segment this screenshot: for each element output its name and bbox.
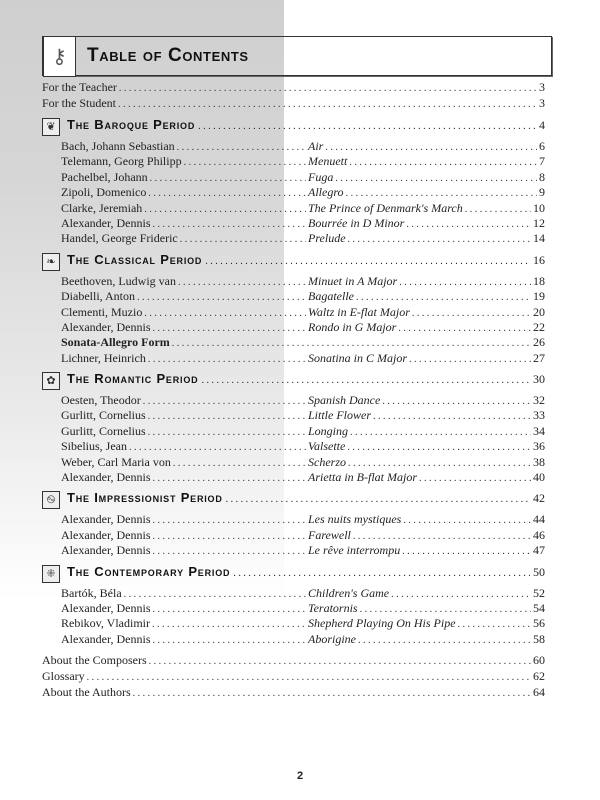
entry-label: About the Authors [42,685,131,700]
dot-leader [153,513,307,528]
dot-leader [184,155,306,170]
piece-title: Aborigine [308,631,356,646]
composer-name: Lichner, Heinrich [61,350,146,365]
toc-entry[interactable] [42,393,545,408]
entry-page: 20 [533,304,545,319]
entry-page: 18 [533,273,545,288]
entry-page: 33 [533,408,545,423]
piece-title: Menuett [308,154,348,169]
entry-page: 14 [533,231,545,246]
toc-entry[interactable] [42,586,545,601]
piece-title: Farewell [308,527,351,542]
toc-entry[interactable] [42,512,545,527]
composer-column [61,216,308,232]
composer-name: Rebikov, Vladimir [61,616,150,631]
section-page: 16 [533,252,545,267]
toc-entry[interactable] [42,274,545,289]
toc-entry[interactable] [42,601,545,616]
piece-title: Rondo in G Major [308,319,397,334]
dot-leader [180,232,306,247]
entry-page: 64 [533,685,545,700]
dot-leader [149,654,531,669]
composer-name: Beethoven, Ludwig van [61,273,176,288]
toc-entry[interactable] [42,185,545,200]
toc-entry[interactable] [42,170,545,185]
piece-title: Prelude [308,231,346,246]
section-header[interactable] [42,371,545,391]
dot-leader [233,568,530,579]
dot-leader [356,290,531,305]
dot-leader [153,321,307,336]
composer-column [61,185,308,201]
entry-page: 34 [533,423,545,438]
piece-title: Scherzo [308,454,346,469]
composer-name: Weber, Carl Maria von [61,454,171,469]
toc-entry[interactable] [42,616,545,631]
dot-leader [137,290,306,305]
composer-column [61,470,308,486]
keys-icon: ⚷ [43,36,76,77]
piece-title: Air [308,139,324,153]
composer-column [61,408,308,424]
toc-entry[interactable] [42,632,545,647]
page-number: 2 [296,770,304,782]
dot-leader [360,602,531,617]
composer-name: Gurlitt, Cornelius [61,408,146,423]
dot-leader [153,633,307,648]
piece-title: Le rêve interrompu [308,543,401,558]
dot-leader [201,375,530,386]
entry-page: 32 [533,393,545,408]
composer-name: Alexander, Dennis [61,631,151,646]
dot-leader [382,394,531,409]
section-page: 42 [533,491,545,506]
toc-entry[interactable] [42,289,545,304]
dot-leader [403,513,531,528]
dot-leader [119,81,537,96]
toc-entry[interactable] [42,424,545,439]
dot-leader [177,140,306,155]
entry-label: For the Teacher [42,80,117,94]
composer-column [61,201,308,217]
composer-name: Bartók, Béla [61,585,122,600]
entry-label: For the Student [42,96,116,110]
dot-leader [349,155,537,170]
dot-leader [144,306,306,321]
composer-name: Clementi, Muzio [61,304,143,319]
dot-leader [458,617,531,632]
toc-entry[interactable] [42,351,545,366]
piece-title: Little Flower [308,408,371,423]
composer-column [61,616,308,632]
entry-page: 8 [539,169,545,184]
dot-leader [373,409,531,424]
dot-leader [153,217,307,232]
section-header[interactable] [42,490,545,510]
toc-entry[interactable] [42,528,545,543]
toc-header [42,36,552,76]
page-title: Table of Contents [87,45,249,66]
dot-leader [129,440,306,455]
toc-entry[interactable] [42,685,545,701]
dot-leader [406,217,531,232]
section-title: The Baroque Period [67,117,196,132]
dot-leader [133,686,531,701]
composer-column [61,231,308,247]
entry-page: 52 [533,585,545,600]
dot-leader [148,425,306,440]
piece-title: Children's Game [308,585,390,600]
dot-leader [353,529,531,544]
composer-column [61,601,308,617]
romantic-ornament-icon: ✿ [42,372,60,390]
composer-column [61,289,308,305]
dot-leader [398,321,531,336]
entry-page: 58 [533,631,545,646]
composer-name: Diabelli, Anton [61,289,135,304]
dot-leader [124,587,306,602]
composer-name: Handel, George Frideric [61,231,178,246]
entry-page: 26 [533,335,545,350]
composer-name: Telemann, Georg Philipp [61,154,182,169]
toc-entry[interactable] [42,470,545,485]
dot-leader [148,352,306,367]
dot-leader [399,275,531,290]
composer-column [61,455,308,471]
toc-entry[interactable] [42,305,545,320]
entry-page: 36 [533,439,545,454]
piece-title: Waltz in E-flat Major [308,304,410,319]
entry-label: Glossary [42,669,85,684]
dot-leader [412,306,531,321]
entry-page: 54 [533,600,545,615]
toc-entry[interactable] [42,80,545,96]
dot-leader [150,171,306,186]
piece-title: The Prince of Denmark's March [308,200,463,215]
composer-column [61,424,308,440]
composer-column [61,632,308,648]
dot-leader [347,440,531,455]
toc-entry[interactable] [42,335,545,350]
piece-title: Allegro [308,185,344,200]
dot-leader [87,670,531,685]
classical-ornament-icon: ❧ [42,253,60,271]
dot-leader [144,202,306,217]
section-header[interactable] [42,117,545,137]
composer-name: Alexander, Dennis [61,527,151,542]
impressionist-wave-icon: ࿊ [42,491,60,509]
toc-entry[interactable] [42,408,545,423]
contemporary-geometric-icon: ⁜ [42,565,60,583]
composer-column [61,439,308,455]
piece-title: Minuet in A Major [308,273,398,288]
dot-leader [152,617,306,632]
dot-leader [402,544,531,559]
section-header[interactable] [42,252,545,272]
piece-title: Bagatelle [308,289,354,304]
toc-entry[interactable] [42,669,545,685]
dot-leader [391,587,531,602]
entry-label: About the Composers [42,653,147,668]
section-page: 4 [539,118,545,132]
toc-entry[interactable] [42,320,545,335]
composer-name: Alexander, Dennis [61,319,151,334]
entry-page: 46 [533,527,545,542]
piece-title: Valsette [308,439,346,454]
composer-column [61,586,308,602]
toc-entry[interactable] [42,139,545,154]
table-of-contents [42,80,545,701]
dot-leader [350,425,531,440]
dot-leader [358,633,531,648]
dot-leader [118,97,537,112]
composer-name: Alexander, Dennis [61,215,151,230]
section-title: The Contemporary Period [67,563,231,579]
composer-column [61,305,308,321]
piece-title: Shepherd Playing On His Pipe [308,616,456,631]
dot-leader [148,409,306,424]
entry-label: Sonata-Allegro Form [61,335,170,350]
composer-column [61,170,308,186]
piece-title: Longing [308,423,349,438]
section-title: The Impressionist Period [67,490,223,506]
piece-title: Fuga [308,169,334,184]
piece-title: Bourrée in D Minor [308,215,405,230]
composer-name: Alexander, Dennis [61,600,151,615]
entry-page: 27 [533,350,545,365]
toc-entry[interactable] [42,653,545,669]
dot-leader [419,471,531,486]
entry-page: 62 [533,669,545,684]
dot-leader [226,494,530,505]
entry-page: 60 [533,653,545,668]
dot-leader [153,529,307,544]
toc-entry[interactable] [42,455,545,470]
dot-leader [465,202,531,217]
composer-name: Bach, Johann Sebastian [61,139,175,153]
entry-page: 10 [533,200,545,215]
dot-leader [348,232,531,247]
composer-column [61,154,308,170]
composer-column [61,320,308,336]
dot-leader [348,456,531,471]
dot-leader [178,275,306,290]
section-header[interactable] [42,564,545,584]
piece-title: Teratornis [308,600,358,615]
dot-leader [409,352,531,367]
dot-leader [172,336,531,351]
composer-name: Sibelius, Jean [61,439,127,454]
piece-title: Spanish Dance [308,393,381,408]
dot-leader [148,186,306,201]
dot-leader [325,140,537,155]
entry-page: 47 [533,543,545,558]
toc-entry[interactable] [42,201,545,216]
toc-entry[interactable] [42,96,545,112]
dot-leader [143,394,306,409]
baroque-ornament-icon: ❦ [42,118,60,136]
composer-column [61,139,308,155]
entry-page: 22 [533,319,545,334]
entry-page: 38 [533,454,545,469]
composer-name: Alexander, Dennis [61,512,151,527]
dot-leader [205,256,530,267]
dot-leader [173,456,306,471]
dot-leader [198,121,536,132]
section-title: The Classical Period [67,251,203,267]
composer-name: Gurlitt, Cornelius [61,423,146,438]
toc-entry[interactable] [42,439,545,454]
dot-leader [346,186,537,201]
dot-leader [335,171,537,186]
composer-name: Alexander, Dennis [61,543,151,558]
entry-page: 9 [539,185,545,200]
entry-page: 56 [533,616,545,631]
piece-title: Arietta in B-flat Major [308,470,417,485]
entry-page: 3 [539,96,545,110]
toc-entry[interactable] [42,543,545,558]
composer-name: Alexander, Dennis [61,470,151,485]
dot-leader [153,471,307,486]
composer-name: Pachelbel, Johann [61,169,148,184]
composer-name: Zipoli, Domenico [61,185,147,200]
composer-name: Clarke, Jeremiah [61,200,143,215]
composer-column [61,274,308,290]
section-page: 30 [533,372,545,387]
toc-entry[interactable] [42,231,545,246]
toc-entry[interactable] [42,216,545,231]
piece-title: Sonatina in C Major [308,350,408,365]
section-page: 50 [533,564,545,579]
entry-page: 44 [533,512,545,527]
composer-column [61,543,308,559]
entry-page: 12 [533,215,545,230]
composer-column [61,393,308,409]
entry-page: 7 [539,154,545,169]
composer-column [61,512,308,528]
entry-page: 6 [539,139,545,153]
composer-column [61,351,308,367]
composer-name: Oesten, Theodor [61,393,141,408]
composer-column [61,528,308,544]
section-title: The Romantic Period [67,371,199,387]
entry-page: 19 [533,289,545,304]
dot-leader [153,602,307,617]
piece-title: Les nuits mystiques [308,512,402,527]
toc-entry[interactable] [42,154,545,169]
entry-page: 40 [533,470,545,485]
entry-page: 3 [539,80,545,94]
dot-leader [153,544,307,559]
